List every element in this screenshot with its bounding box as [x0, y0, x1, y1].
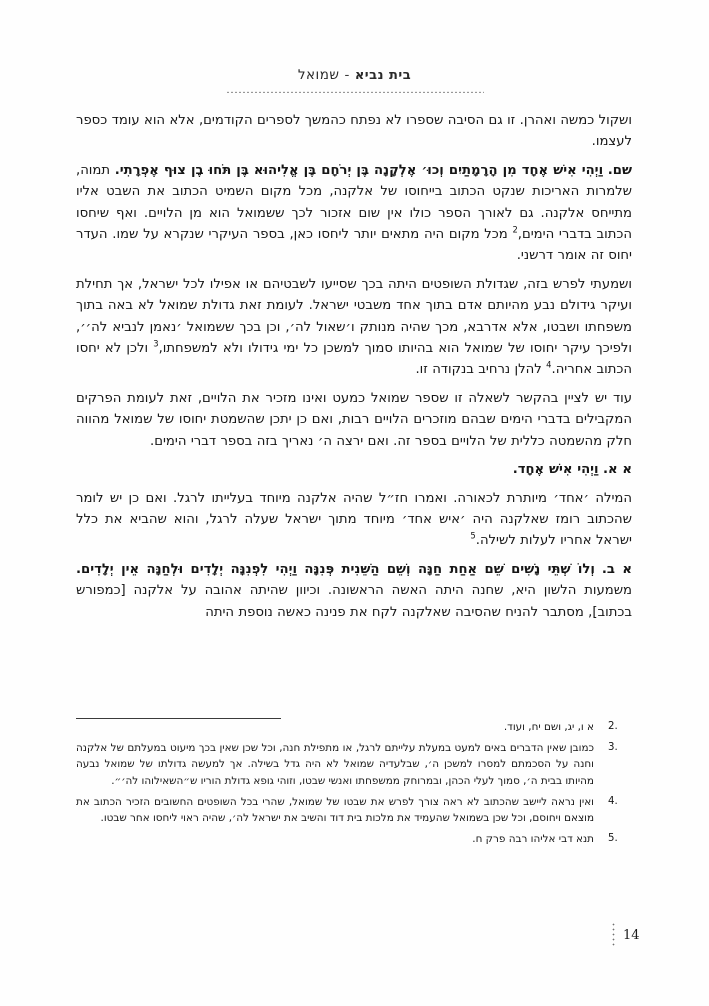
running-head-line: [298, 67, 411, 83]
running-head-separator: -: [344, 67, 350, 83]
footnote-item: [76, 794, 632, 826]
paragraph-text: משמעות הלשון היא, שחנה היתה האשה הראשונה. וכיוון שהיתה אהובה על אלקנה [כמפורש בכתוב], מסתבר להניח שהסיבה שאלקנה לקח את פנינה כאשה נוספת היתה: [76, 583, 632, 620]
verse-quote: וַיְהִי אִישׁ אֶחָד.: [512, 462, 599, 478]
body-text-block: [76, 110, 632, 623]
footnote-reference-5[interactable]: 5: [470, 530, 476, 541]
running-head: [0, 64, 709, 83]
section-alef-bet: [76, 559, 632, 623]
running-head-book-title: בית נביא: [354, 68, 412, 83]
section-heading-alef-alef: [76, 459, 632, 480]
footnote-item: [76, 740, 632, 789]
paragraph-lead-marker: שם.: [607, 162, 632, 178]
paragraph-text: המילה ׳אחד׳ מיותרת לכאורה. ואמרו חז״ל שהיה אלקנה מיוחד בעלייתו לרגל. ואם כן יש לומר שהכתוב רומז שאלקנה היה ׳איש אחד׳ מיוחד מתוך ישראל שעלה לרגל, והוא שהביא את כלל ישראל אחריו לעלות לשילה.: [76, 490, 632, 549]
paragraph-sham: [76, 160, 632, 267]
footnote-reference-3[interactable]: 3: [153, 338, 159, 349]
verse-reference-marker: א ב.: [601, 561, 632, 577]
paragraph-continuation: [76, 110, 632, 153]
verse-quote: וְלוֹ שְׁתֵּי נָשִׁים שֵׁם אַחַת חַנָּה וְשֵׁם הַשֵּׁנִית פְּנִנָּה וַיְהִי לִפְנִנָּה יְלָדִים וּלְחַנָּה אֵין יְלָדִים.: [76, 561, 595, 577]
paragraph-text-after-2: להלן נרחיב בנקודה זו.: [415, 362, 547, 378]
footnote-text: תנא דבי אליהו רבה פרק ח.: [472, 833, 594, 846]
footnote-number: 5.: [608, 833, 618, 845]
footnote-text: א ו, יג, ושם יח, ועוד.: [503, 721, 594, 733]
paragraph-text-after: מכל מקום היה מתאים יותר ליחסו כאן, בספר העיקרי שנקרא על שמו. העדר יחוס זה אומר דרשני.: [76, 227, 632, 264]
header-dotted-rule: [226, 90, 484, 93]
quoted-verse-text: וַיְהִי אִישׁ אֶחָד מִן הָרָמָתַיִם וְכוּ׳ אֶלְקָנָה בֶּן יְרֹחָם בֶּן אֱלִיהוּא בֶּן תֹּחוּ בֶן צוּף אֶפְרָתִי.: [114, 162, 604, 178]
paragraph-text: עוד יש לציין בהקשר לשאלה זו שספר שמואל כמעט ואינו מזכיר את הלויים, זאת לעומת הפרקים המקבילים בדברי הימים שבהם מוזכרים הלויים רבות, ואם כן יתכן שהשמטת יחוסו של שמואל מהווה חלק מהשמטה כללית של הלויים בספר זה. ואם ירצה ה׳ נאריך בזה בספר דברי הימים.: [76, 390, 632, 449]
footnote-number: 4.: [608, 795, 618, 807]
paragraph-od-yesh: [76, 388, 632, 452]
paragraph-text: ושמעתי לפרש בזה, שגדולת השופטים היתה בכך שסייעו לשבטיהם או אפילו לכל ישראל, אך תחילת ועיקר גידולם נבע מהיותם אדם בתוך אחד משבטי ישראל. לעומת זאת גדולת שמואל לא באה בתוך משפחתו ושבטו, אלא אדרבא, מכך שהיה מנותק ו׳שאול לה׳, וכן בכך ששמואל ׳נאמן לנביא לה׳׳, ולפיכך עיקר יחוסו של שמואל הוא בהיותו סמוך למשכן כל ימי גידולו ולא למשפחתו,: [76, 276, 632, 357]
folio-dotted-rule-icon: [612, 922, 615, 948]
paragraph-shamati: [76, 274, 632, 381]
paragraph-commentary-alef-alef: [76, 488, 632, 552]
footnote-item: [76, 831, 632, 847]
footnote-item: [76, 719, 632, 735]
paragraph-text: ושקול כמשה ואהרן. זו גם הסיבה שספרו לא נפתח כהמשך לספרים הקודמים, אלא הוא עומד כספר לעצמו.: [76, 113, 632, 150]
running-head-section-name: שמואל: [297, 67, 340, 83]
verse-reference-marker: א א.: [602, 462, 632, 478]
footnotes-block: [76, 718, 632, 852]
folio-inner: [612, 922, 640, 948]
paragraph-text-after: ולכן לא יחסו הכתוב אחריה.: [76, 341, 632, 378]
footnote-text: ואין נראה ליישב שהכתוב לא ראה צורך לפרש את שבטו של שמואל, שהרי בכל השופטים החשובים הזכיר הכתוב את מוצאם ויחוסם, וכל שכן בשמואל שהעמיד את מלכות בית דוד והשיב את ישראל לה׳, שהיה ראוי ליחסו אחר שבטו.: [76, 795, 594, 825]
footnote-reference-4[interactable]: 4: [546, 360, 552, 371]
page-number: 14: [623, 927, 640, 943]
paragraph-text: תמוה, שלמרות האריכות שנקט הכתוב בייחוסו של אלקנה, מכל מקום השמיט הכתוב את השבט אליו מתייחס אלקנה. גם לאורך הספר כולו אין שום אזכור לכך ששמואל הוא מן הלויים. ואף שיחסו הכתוב בדברי הימים,: [76, 162, 632, 243]
folio-block: [0, 918, 709, 962]
footnote-number: 3.: [608, 742, 618, 754]
footnote-reference-2[interactable]: 2: [512, 224, 518, 235]
footnote-number: 2.: [608, 721, 618, 732]
footnote-text: כמובן שאין הדברים באים למעט במעלת עלייתם לרגל, או מתפילת חנה, וכל שכן שאין בכך מיעוט במעלתם של אלקנה וחנה על הסכמתם למסרו למשכן ה׳, שבלעדיה שמואל לא היה גדל בשילה. אך למעשה גדולתו של שמואל נבעה מהיותו בבית ה׳, סמוך לעלי הכהן, ובמרוחק ממשפחתו ואנשי שבטו, וזוהי גופא גדולת הוריו ש״השאילוהו לה׳״.: [76, 742, 594, 787]
